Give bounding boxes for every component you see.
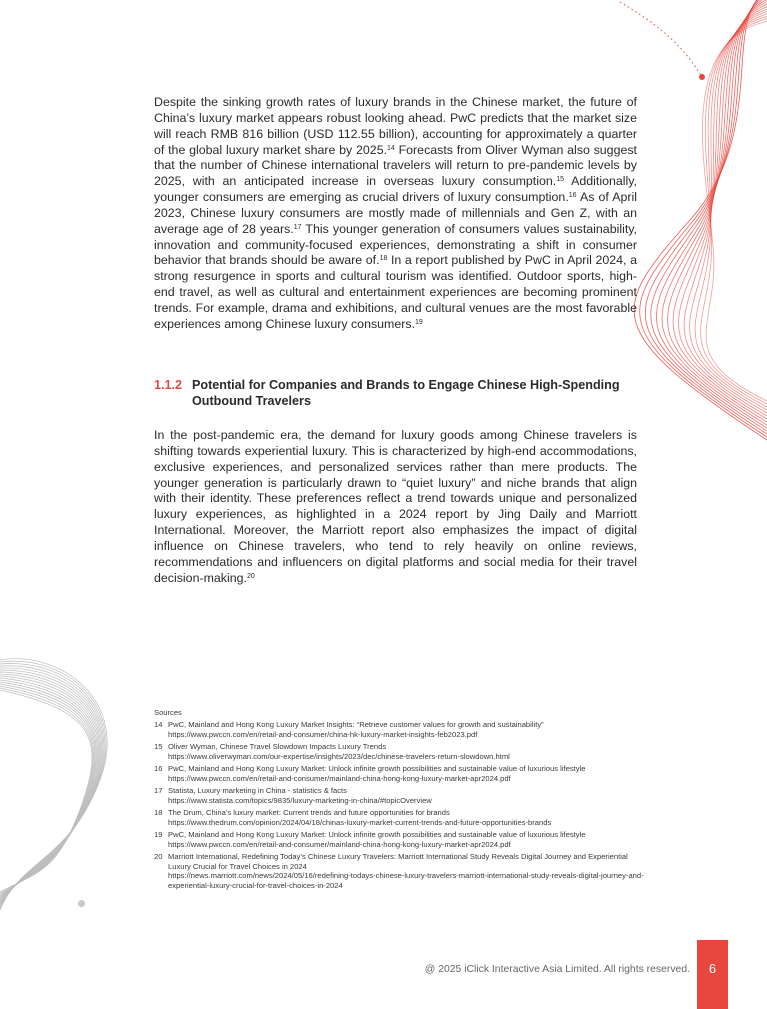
source-number: 20	[154, 852, 163, 862]
decorative-line	[684, 12, 767, 413]
decorative-line	[0, 666, 104, 907]
decorative-dotted-line	[620, 2, 702, 77]
source-item	[154, 786, 644, 805]
decorative-line	[0, 663, 105, 907]
section-heading	[154, 377, 637, 409]
page-number: 6	[708, 961, 717, 976]
source-number: 14	[154, 720, 163, 730]
source-title: Marriott International, Redefining Today’s Chinese Luxury Travelers: Marriott International Study Reveals Digital Journey and Experiential Luxury Crucial for Travel Choices in 2024	[168, 852, 628, 871]
footnote-ref[interactable]: 14	[387, 144, 395, 152]
decorative-line	[673, 7, 767, 419]
decorative-line	[0, 674, 100, 902]
decorative-line	[667, 4, 767, 422]
decorative-line	[0, 686, 94, 894]
decorative-line	[0, 682, 96, 897]
source-title: The Drum, China’s luxury market: Current trends and future opportunities for brands	[168, 808, 450, 818]
body-paragraph-1: Despite the sinking growth rates of luxury brands in the Chinese market, the future of China’s luxury market appears robust looking ahead. PwC predicts that the market size will reach RMB 816 billion (USD 112.55 billion), accounting for approximately a quarter of the global luxury market share by 2025.14 Forecasts from Oliver Wyman also suggest that the number of Chinese international travelers will return to pre-pandemic levels by 2025, with an anticipated increase in overseas luxury consumption.$^{15}$ Additionally, younger consumers are emerging as crucial drivers of luxury consumption.$^{16}$ As of April 2023, Chinese luxury consumers are mostly made of millennials and Gen Z, with an average age of 28 years.$^{17}$ This younger generation of consumers values sustainability, innovation and community-focused experiences, demonstrating a shift in consumer behavior that brands should be aware of.$^{18}$ In a report published by PwC in April 2024, a strong resurgence in sports and cultural tourism was identified. Outdoor sports, high-end travel, as well as cultural and entertainment experiences are becoming prominent trends. For example, drama and exhibitions, and cultural venues are the most favorable experiences among Chinese luxury consumers.$^{19}$	[154, 95, 638, 331]
sources-section	[154, 708, 644, 893]
decorative-line	[0, 690, 92, 892]
decorative-line	[0, 661, 106, 909]
footnote-ref[interactable]: 19	[415, 318, 423, 326]
section-number: 1.1.2	[154, 378, 183, 392]
source-url[interactable]: https://www.thedrum.com/opinion/2024/04/18/chinas-luxury-market-current-trends-and-future-opportunities-brands	[168, 817, 552, 827]
source-item	[154, 742, 644, 761]
decorative-line	[651, 0, 767, 431]
body-paragraph-2: In the post-pandemic era, the demand for luxury goods among Chinese travelers is shifting towards experiential luxury. This is characterized by high-end accommodations, exclusive experiences, and personalized services rather than mere products. The younger generation is particularly drawn to “quiet luxury” and niche brands that align with their identity. These preferences reflect a trend towards unique and personalized luxury experiences, as highlighted in a 2024 report by Jing Daily and Marriott International. Moreover, the Marriott report also emphasizes the impact of digital influence on Chinese travelers, who tend to rely heavily on online reviews, recommendations and influencers on digital platforms and social media for their travel decision-making.$^{20}$	[154, 428, 637, 585]
source-item	[154, 764, 644, 783]
footer-copyright: @ 2025 iClick Interactive Asia Limited. All rights reserved.	[424, 964, 690, 975]
source-url[interactable]: https://www.pwccn.com/en/retail-and-consumer/mainland-china-hong-kong-luxury-market-apr2024.pdf	[168, 839, 511, 849]
decorative-dot	[78, 900, 85, 907]
sources-label: Sources	[154, 708, 182, 717]
footnote-ref[interactable]: 17	[293, 223, 302, 231]
section-title: Potential for Companies and Brands to Engage Chinese High-Spending Outbound Travelers	[192, 378, 620, 408]
decorative-line	[0, 672, 101, 903]
decorative-line	[0, 668, 103, 905]
source-title: PwC, Mainland and Hong Kong Luxury Market: Unlock infinite growth possibilities and sustainable value of luxurious lifestyle	[168, 830, 586, 840]
decorative-line	[0, 684, 95, 896]
decorative-line	[0, 676, 99, 900]
footnote-ref[interactable]: 18	[379, 255, 388, 263]
decorative-line	[0, 688, 93, 893]
source-title: PwC, Mainland and Hong Kong Luxury Market: Unlock infinite growth possibilities and sustainable value of luxurious lifestyle	[168, 764, 586, 774]
decorative-line	[645, 0, 767, 434]
source-number: 18	[154, 808, 163, 818]
decorative-line	[679, 9, 767, 416]
source-number: 17	[154, 786, 163, 796]
source-url[interactable]: https://www.oliverwyman.com/our-expertise/insights/2023/dec/chinese-travelers-return-slowdown.html	[168, 751, 510, 761]
decorative-line	[0, 678, 98, 899]
decorative-line	[0, 659, 107, 910]
source-url[interactable]: https://www.pwccn.com/en/retail-and-consumer/china-hk-luxury-market-insights-feb2023.pdf	[168, 729, 478, 739]
decorative-line	[656, 0, 767, 428]
decorative-line	[0, 680, 97, 898]
source-item	[154, 720, 644, 739]
decorative-line	[695, 16, 767, 407]
source-title: PwC, Mainland and Hong Kong Luxury Market Insights: “Retrieve customer values for growth and sustainability”	[168, 720, 544, 730]
footnote-ref[interactable]: 15	[556, 176, 565, 184]
decorative-line	[690, 14, 767, 410]
decorative-line	[0, 670, 102, 904]
source-number: 16	[154, 764, 163, 774]
source-url[interactable]: https://news.marriott.com/news/2024/05/16/redefining-todays-chinese-luxury-travelers-marriott-international-study-reveals-digital-journey-and-experiential-luxury-crucial-for-travel-choices-in-2024	[168, 871, 644, 890]
decorative-line	[634, 0, 767, 440]
decorative-dot	[699, 74, 705, 80]
source-number: 15	[154, 742, 163, 752]
decorative-line	[702, 21, 767, 401]
source-number: 19	[154, 830, 163, 840]
footnote-ref[interactable]: 20	[246, 572, 255, 580]
source-url[interactable]: https://www.pwccn.com/en/retail-and-consumer/mainland-china-hong-kong-luxury-market-apr2024.pdf	[168, 773, 511, 783]
decorative-line	[701, 19, 767, 404]
source-item	[154, 808, 644, 827]
source-item	[154, 830, 644, 849]
decorative-line	[662, 2, 767, 425]
decorative-gray-lines	[0, 640, 150, 920]
source-item	[154, 852, 644, 890]
source-url[interactable]: https://www.statista.com/topics/9835/luxury-marketing-in-china/#topicOverview	[168, 795, 432, 805]
decorative-line	[640, 0, 767, 437]
footnote-ref[interactable]: 16	[568, 192, 577, 200]
source-title: Oliver Wyman, Chinese Travel Slowdown Impacts Luxury Trends	[168, 742, 387, 752]
source-title: Statista, Luxury marketing in China - statistics & facts	[168, 786, 347, 796]
